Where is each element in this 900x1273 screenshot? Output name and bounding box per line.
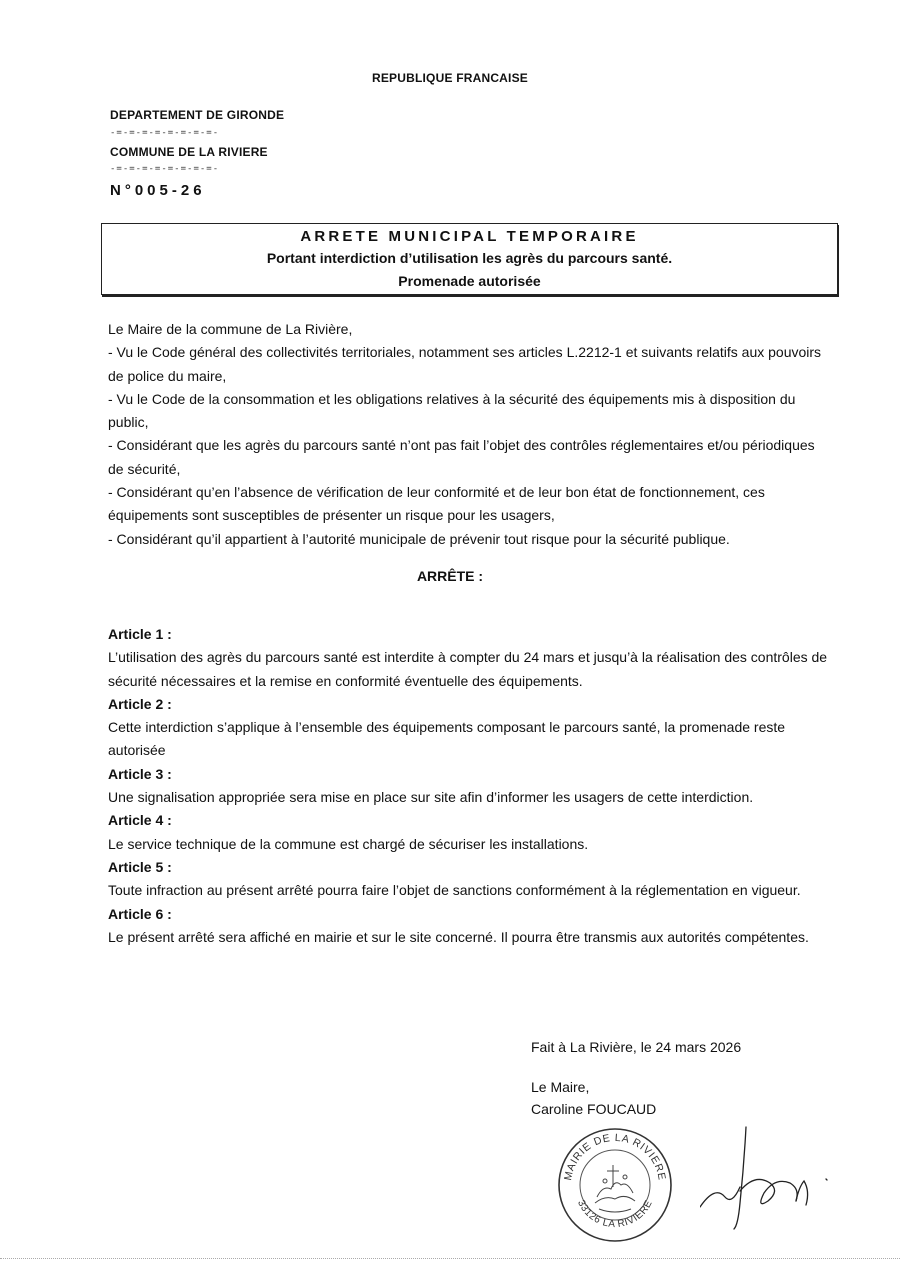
article-text: L’utilisation des agrès du parcours santé est interdite à compter du 24 mars et jusqu’à la réalisation des contrôles de sécurité nécessaires et la remise en conformité éventuelle des équipements. — [108, 649, 828, 689]
republic-heading: REPUBLIQUE FRANCAISE — [371, 71, 528, 85]
signatory-role: Le Maire, — [531, 1079, 590, 1095]
article-text: Une signalisation appropriée sera mise en place sur site afin d’informer les usagers de cette interdiction. — [108, 789, 754, 806]
decision-heading: ARRÊTE : — [416, 568, 484, 584]
page-edge-line — [0, 1258, 900, 1259]
decree-number: N°005-26 — [110, 182, 206, 199]
preamble-line: Le Maire de la commune de La Rivière, — [108, 321, 353, 337]
article-heading: Article 5 : — [108, 858, 172, 875]
title-main: ARRETE MUNICIPAL TEMPORAIRE — [300, 228, 639, 245]
article-text: Cette interdiction s’applique à l’ensemble des équipements composant le parcours santé, la promenade reste autorisée — [108, 719, 786, 759]
title-subject: Portant interdiction d’utilisation les agrès du parcours santé. — [266, 250, 673, 266]
preamble-line: - Considérant qu’en l’absence de vérification de leur conformité et de leur bon état de fonctionnement, ces équipements sont susceptibles de présenter un risque pour les usagers, — [108, 484, 765, 524]
stamp-top-text: MAIRIE DE LA RIVIERE — [562, 1131, 668, 1182]
header-divider: -=-=-=-=-=-=-=-=- — [110, 164, 220, 174]
article-heading: Article 3 : — [108, 765, 172, 782]
article-heading: Article 4 : — [108, 812, 172, 829]
commune-label: COMMUNE DE LA RIVIERE — [110, 145, 268, 159]
articles — [108, 623, 828, 949]
preamble-line: - Vu le Code général des collectivités territoriales, notamment ses articles L.2212-1 et suivants relatifs aux pouvoirs de police du maire, — [108, 344, 822, 384]
department-label: DEPARTEMENT DE GIRONDE — [110, 108, 285, 122]
place-date: Fait à La Rivière, le 24 mars 2026 — [531, 1039, 742, 1055]
svg-text:MAIRIE DE LA RIVIERE — [562, 1132, 668, 1182]
handwritten-signature — [700, 1125, 850, 1235]
article-heading: Article 2 : — [108, 695, 172, 712]
preamble-line: - Vu le Code de la consommation et les obligations relatives à la sécurité des équipements mis à disposition du public, — [108, 390, 796, 431]
article-text: Le service technique de la commune est chargé de sécuriser les installations. — [108, 835, 589, 852]
signatory-name: Caroline FOUCAUD — [531, 1101, 657, 1117]
article-heading: Article 1 : — [108, 626, 172, 642]
stamp-bottom-text: 33126 LA RIVIERE — [575, 1198, 655, 1231]
title-box — [101, 223, 838, 295]
official-stamp — [555, 1125, 675, 1245]
svg-text:33126 LA RIVIERE — [575, 1198, 655, 1230]
article-text: Toute infraction au présent arrêté pourra faire l’objet de sanctions conformément à la réglementation en vigueur. — [108, 882, 801, 899]
preamble — [108, 318, 828, 551]
title-note: Promenade autorisée — [398, 273, 541, 289]
emblem-icon — [595, 1165, 635, 1212]
preamble-line: - Considérant qu’il appartient à l’autorité municipale de prévenir tout risque pour la sécurité publique. — [108, 530, 730, 547]
header-divider: -=-=-=-=-=-=-=-=- — [110, 128, 220, 138]
article-heading: Article 6 : — [108, 905, 172, 922]
preamble-line: - Considérant que les agrès du parcours santé n’ont pas fait l’objet des contrôles réglementaires et/ou périodiques de sécurité, — [108, 437, 815, 477]
article-text: Le présent arrêté sera affiché en mairie et sur le site concerné. Il pourra être transmis aux autorités compétentes. — [108, 928, 809, 945]
